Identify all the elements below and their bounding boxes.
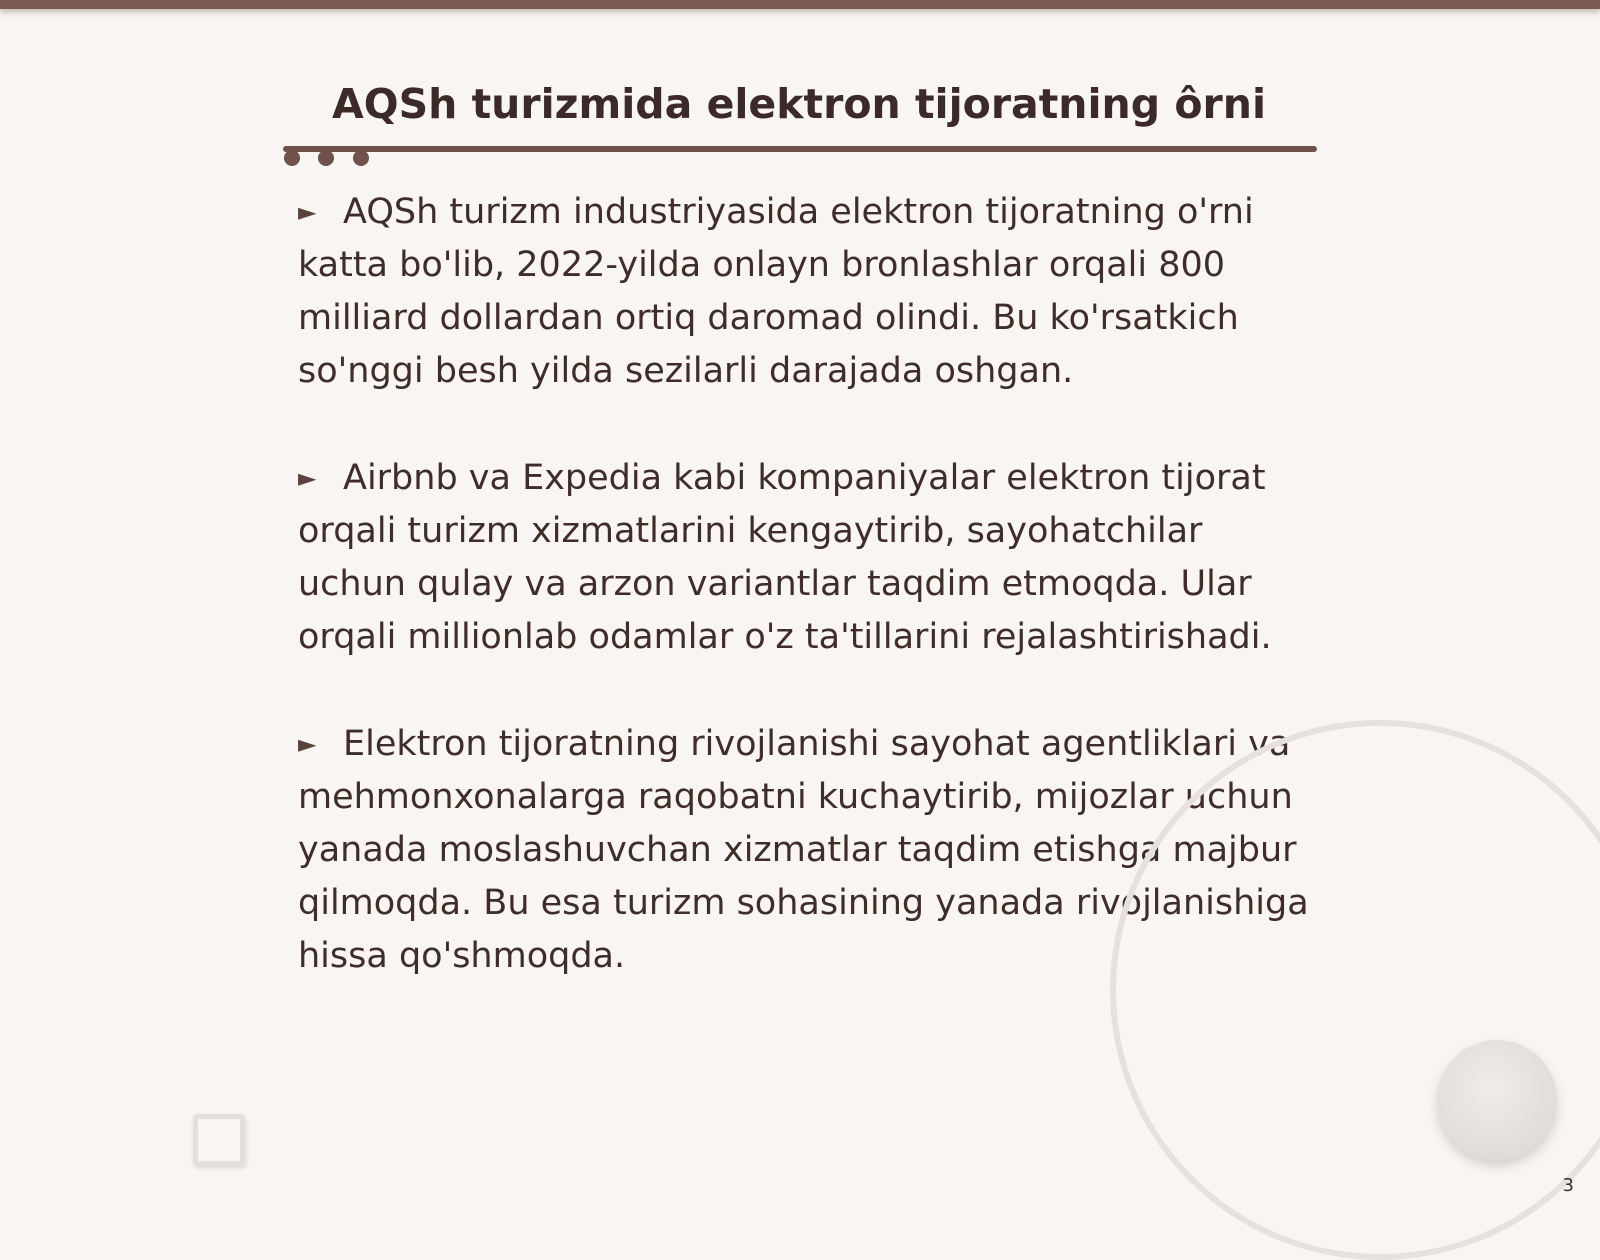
bullet-arrow-icon: ► [298, 464, 317, 492]
bullet-text: AQSh turizm industriyasida elektron tijoratning o'rni katta bo'lib, 2022-yilda onlayn bronlashlar orqali 800 milliard dollardan ortiq daromad olindi. Bu ko'rsatkich so'nggi besh yilda sezilarli darajada oshgan. [298, 192, 1254, 391]
slide-title: AQSh turizmida elektron tijoratning ôrni [332, 80, 1266, 128]
decorative-circle [1437, 1040, 1557, 1160]
bullet-text: Airbnb va Expedia kabi kompaniyalar elektron tijorat orqali turizm xizmatlarini kengaytirib, sayohatchilar uchun qulay va arzon variantlar taqdim etmoqda. Ular orqali millionlab odamlar o'z ta'tillarini rejalashtirishadi. [298, 458, 1272, 657]
bullet-arrow-icon: ► [298, 198, 317, 226]
bullet-paragraph [298, 186, 1318, 398]
decorative-dot [318, 150, 334, 166]
bullet-arrow-icon: ► [298, 730, 317, 758]
page-number: 3 [1562, 1175, 1574, 1196]
title-underline [283, 146, 1317, 152]
bullet-text: Elektron tijoratning rivojlanishi sayohat agentliklari va mehmonxonalarga raqobatni kuchaytirib, mijozlar uchun yanada moslashuvchan xizmatlar taqdim etishga majbur qilmoqda. Bu esa turizm sohasining yanada rivojlanishiga hissa qo'shmoqda. [298, 724, 1309, 976]
top-accent-bar [0, 0, 1600, 9]
decorative-dot [284, 150, 300, 166]
bullet-paragraph [298, 452, 1318, 664]
decorative-dot [353, 150, 369, 166]
decorative-square [193, 1114, 245, 1166]
